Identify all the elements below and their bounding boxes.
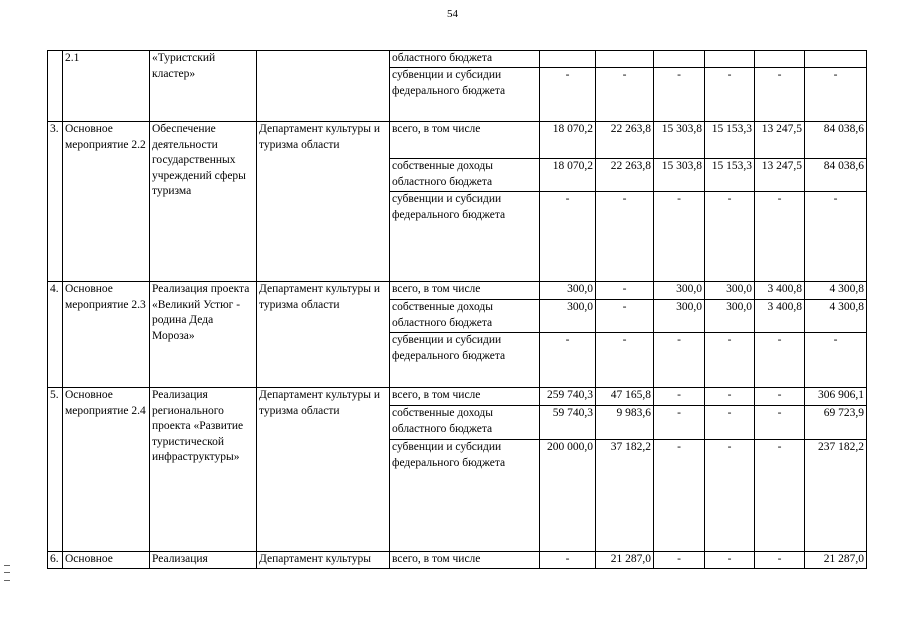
amount-cell: -	[805, 333, 867, 388]
row-number	[48, 51, 63, 122]
amount-cell: 18 070,2	[540, 122, 596, 159]
amount-cell: -	[540, 68, 596, 122]
row-number: 4.	[48, 282, 63, 388]
amount-cell: -	[755, 192, 805, 282]
table-body	[48, 51, 867, 569]
amount-cell	[596, 51, 654, 68]
amount-cell: -	[755, 333, 805, 388]
amount-cell: 300,0	[654, 300, 705, 333]
amount-cell: 21 287,0	[596, 552, 654, 569]
amount-cell: -	[654, 68, 705, 122]
amount-cell: 15 303,8	[654, 122, 705, 159]
amount-cell: 300,0	[705, 282, 755, 300]
measure-name: Основное мероприятие 2.4	[63, 388, 150, 552]
amount-cell	[705, 51, 755, 68]
amount-cell	[805, 51, 867, 68]
row-number: 5.	[48, 388, 63, 552]
amount-cell	[654, 51, 705, 68]
measure-title: Реализация	[150, 552, 257, 569]
amount-cell: 3 400,8	[755, 300, 805, 333]
amount-cell: 59 740,3	[540, 406, 596, 440]
amount-cell: 4 300,8	[805, 300, 867, 333]
funding-source: субвенции и субсидии федерального бюджета	[390, 440, 540, 552]
amount-cell: 237 182,2	[805, 440, 867, 552]
amount-cell: -	[755, 552, 805, 569]
amount-cell: 9 983,6	[596, 406, 654, 440]
amount-cell: -	[705, 406, 755, 440]
amount-cell: -	[654, 406, 705, 440]
amount-cell: -	[755, 68, 805, 122]
scan-margin-mark	[4, 565, 10, 581]
amount-cell: -	[755, 406, 805, 440]
amount-cell: -	[805, 192, 867, 282]
measure-title: Реализация проекта «Великий Устюг - родина Деда Мороза»	[150, 282, 257, 388]
amount-cell: 200 000,0	[540, 440, 596, 552]
funding-source: собственные доходы областного бюджета	[390, 159, 540, 192]
funding-source: субвенции и субсидии федерального бюджета	[390, 333, 540, 388]
funding-source: субвенции и субсидии федерального бюджета	[390, 68, 540, 122]
measure-name: Основное мероприятие 2.2	[63, 122, 150, 282]
responsible-department: Департамент культуры	[257, 552, 390, 569]
amount-cell: -	[540, 552, 596, 569]
measure-title: Реализация регионального проекта «Развитие туристической инфраструктуры»	[150, 388, 257, 552]
amount-cell: -	[705, 552, 755, 569]
amount-cell: 15 153,3	[705, 122, 755, 159]
responsible-department: Департамент культуры и туризма области	[257, 388, 390, 552]
amount-cell: 300,0	[540, 300, 596, 333]
amount-cell: -	[705, 440, 755, 552]
amount-cell: 259 740,3	[540, 388, 596, 406]
measure-name: Основное	[63, 552, 150, 569]
table-row	[48, 282, 867, 300]
amount-cell: -	[705, 68, 755, 122]
amount-cell	[755, 51, 805, 68]
amount-cell: 306 906,1	[805, 388, 867, 406]
amount-cell: 15 153,3	[705, 159, 755, 192]
measure-name: Основное мероприятие 2.3	[63, 282, 150, 388]
amount-cell: 15 303,8	[654, 159, 705, 192]
amount-cell: 3 400,8	[755, 282, 805, 300]
table-row	[48, 51, 867, 68]
amount-cell: 21 287,0	[805, 552, 867, 569]
funding-source: собственные доходы областного бюджета	[390, 300, 540, 333]
responsible-department: Департамент культуры и туризма области	[257, 122, 390, 282]
amount-cell: -	[755, 388, 805, 406]
responsible-department: Департамент культуры и туризма области	[257, 282, 390, 388]
amount-cell: 300,0	[540, 282, 596, 300]
amount-cell: -	[705, 333, 755, 388]
amount-cell: -	[596, 192, 654, 282]
amount-cell: 84 038,6	[805, 159, 867, 192]
amount-cell: 300,0	[705, 300, 755, 333]
responsible-department	[257, 51, 390, 122]
amount-cell: -	[596, 300, 654, 333]
funding-source: областного бюджета	[390, 51, 540, 68]
funding-source: всего, в том числе	[390, 282, 540, 300]
page-number: 54	[447, 8, 458, 20]
amount-cell: -	[596, 68, 654, 122]
amount-cell: 84 038,6	[805, 122, 867, 159]
table-row	[48, 122, 867, 159]
funding-source: субвенции и субсидии федерального бюджета	[390, 192, 540, 282]
funding-source: собственные доходы областного бюджета	[390, 406, 540, 440]
amount-cell: 13 247,5	[755, 122, 805, 159]
amount-cell: 22 263,8	[596, 159, 654, 192]
amount-cell: -	[705, 192, 755, 282]
amount-cell: -	[596, 333, 654, 388]
amount-cell: -	[596, 282, 654, 300]
funding-source: всего, в том числе	[390, 388, 540, 406]
budget-table	[47, 50, 867, 569]
measure-name: 2.1	[63, 51, 150, 122]
table-row	[48, 552, 867, 569]
amount-cell: -	[540, 333, 596, 388]
amount-cell: 47 165,8	[596, 388, 654, 406]
amount-cell: 37 182,2	[596, 440, 654, 552]
amount-cell: 69 723,9	[805, 406, 867, 440]
amount-cell: -	[654, 440, 705, 552]
amount-cell: -	[705, 388, 755, 406]
table-row	[48, 388, 867, 406]
row-number: 3.	[48, 122, 63, 282]
amount-cell: 13 247,5	[755, 159, 805, 192]
amount-cell: -	[654, 333, 705, 388]
funding-source: всего, в том числе	[390, 122, 540, 159]
measure-title: «Туристский кластер»	[150, 51, 257, 122]
funding-source: всего, в том числе	[390, 552, 540, 569]
amount-cell: -	[540, 192, 596, 282]
amount-cell: -	[805, 68, 867, 122]
measure-title: Обеспечение деятельности государственных учреждений сферы туризма	[150, 122, 257, 282]
amount-cell: 4 300,8	[805, 282, 867, 300]
row-number: 6.	[48, 552, 63, 569]
amount-cell: -	[654, 192, 705, 282]
amount-cell: 18 070,2	[540, 159, 596, 192]
amount-cell: -	[755, 440, 805, 552]
amount-cell: -	[654, 552, 705, 569]
amount-cell	[540, 51, 596, 68]
amount-cell: -	[654, 388, 705, 406]
amount-cell: 300,0	[654, 282, 705, 300]
amount-cell: 22 263,8	[596, 122, 654, 159]
